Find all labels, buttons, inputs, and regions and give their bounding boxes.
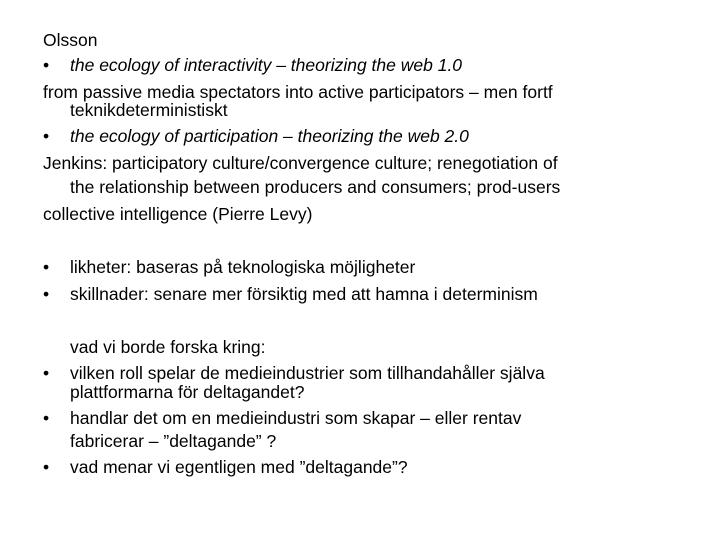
- bullet-marker: •: [43, 408, 50, 428]
- text-collective-intelligence: collective intelligence (Pierre Levy): [43, 204, 313, 224]
- text-research-intro: vad vi borde forska kring:: [70, 337, 266, 357]
- bullet-likheter: likheter: baseras på teknologiska möjligheter: [70, 257, 416, 277]
- text-passive-to-active: from passive media spectators into active participators – men fortf: [43, 82, 553, 102]
- bullet-marker: •: [43, 257, 50, 277]
- bullet-medieindustrier: vilken roll spelar de medieindustrier som tillhandahåller själva: [70, 363, 545, 383]
- author-heading: Olsson: [43, 30, 98, 50]
- text-jenkins: Jenkins: participatory culture/convergence culture; renegotiation of: [43, 153, 558, 173]
- bullet-skillnader: skillnader: senare mer försiktig med att hamna i determinism: [70, 284, 538, 304]
- bullet-marker: •: [43, 457, 50, 477]
- text-teknikdeterministiskt: teknikdeterministiskt: [70, 100, 228, 120]
- bullet-marker: •: [43, 284, 50, 304]
- bullet-marker: •: [43, 363, 50, 383]
- bullet-marker: •: [43, 126, 50, 146]
- bullet-web10: the ecology of interactivity – theorizing the web 1.0: [70, 55, 463, 75]
- bullet-marker: •: [43, 55, 50, 75]
- bullet-web20: the ecology of participation – theorizing the web 2.0: [70, 126, 469, 146]
- bullet-deltagande: vad menar vi egentligen med ”deltagande”?: [70, 457, 408, 477]
- bullet-medieindustrier-cont: plattformarna för deltagandet?: [70, 382, 305, 402]
- text-producers-consumers: the relationship between producers and consumers; prod-users: [70, 177, 561, 197]
- bullet-medieindustri-skapar-cont: fabricerar – ”deltagande” ?: [70, 431, 277, 451]
- bullet-medieindustri-skapar: handlar det om en medieindustri som skapar – eller rentav: [70, 408, 522, 428]
